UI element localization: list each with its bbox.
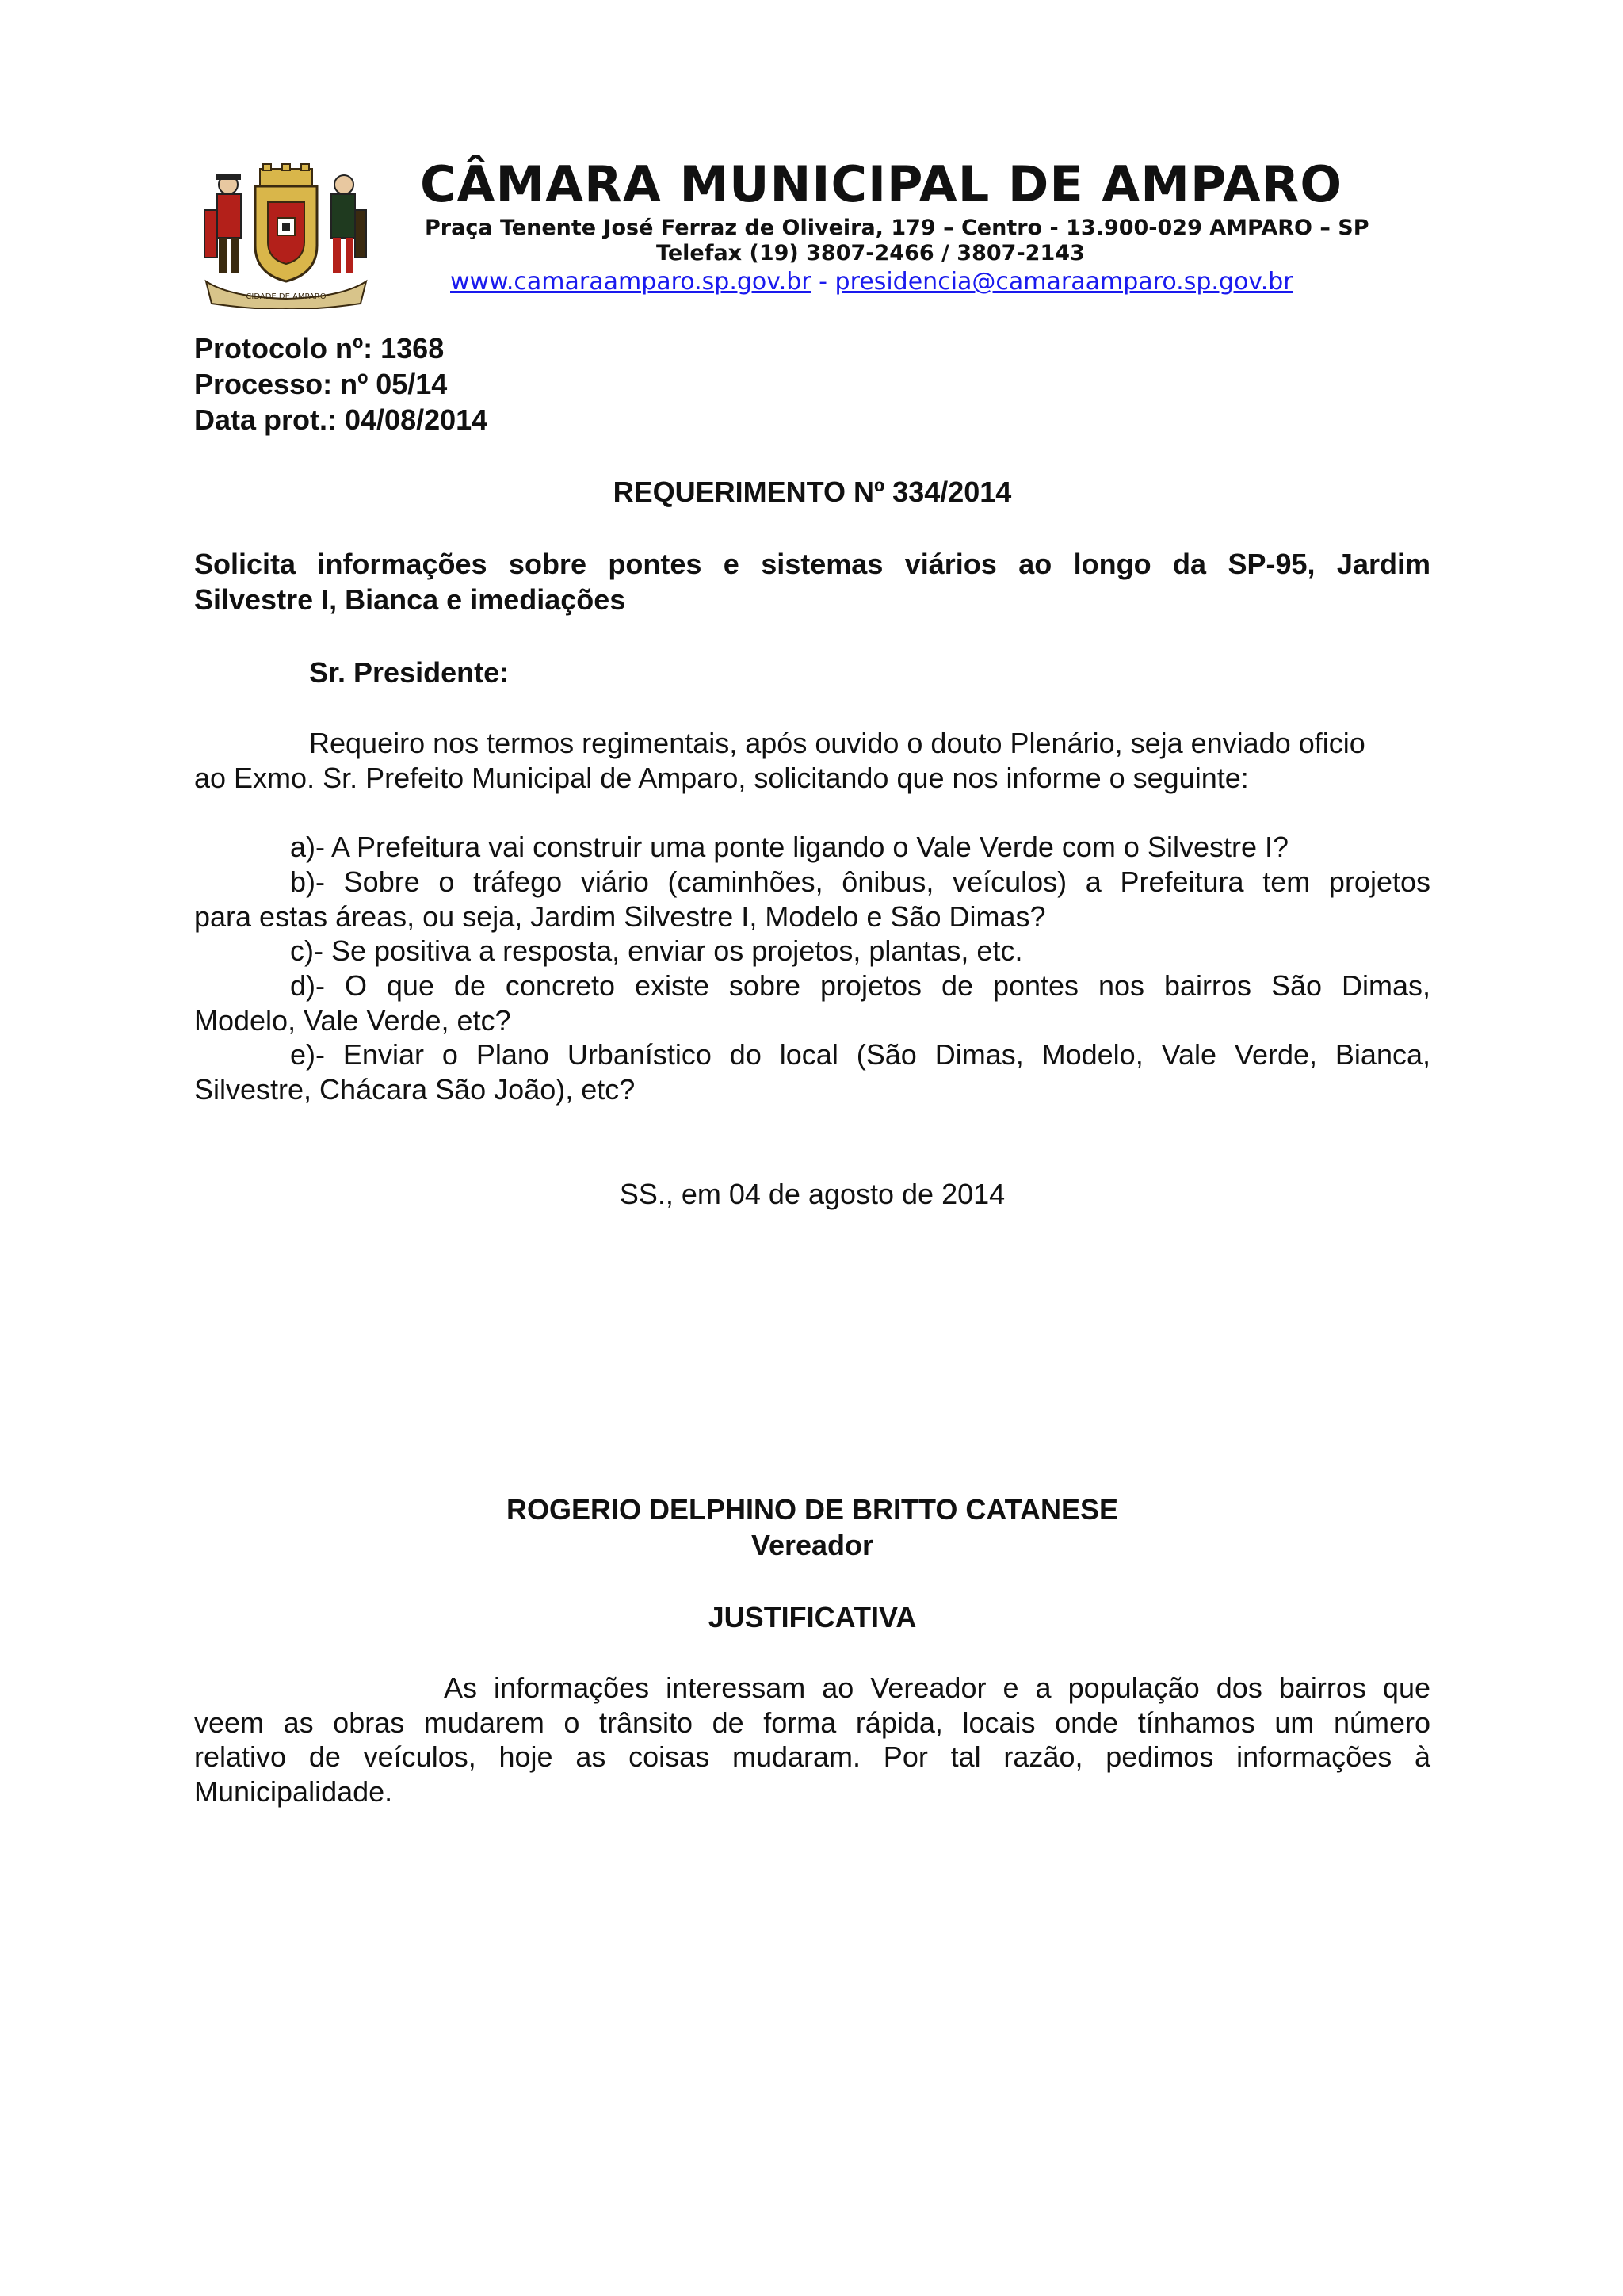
salutation: Sr. Presidente: xyxy=(309,656,510,689)
signatory-name: ROGERIO DELPHINO DE BRITTO CATANESE xyxy=(506,1493,1119,1526)
item-d-line-1: d)- O que de concreto existe sobre projetos de pontes nos bairros São Dimas, xyxy=(290,969,1430,1002)
item-d-line-2: Modelo, Vale Verde, etc? xyxy=(194,1004,511,1037)
subject-line-2: Silvestre I, Bianca e imediações xyxy=(194,583,626,616)
justification-line-1: As informações interessam ao Vereador e a população dos bairros que xyxy=(444,1671,1430,1704)
email-link[interactable]: presidencia@camaraamparo.sp.gov.br xyxy=(834,268,1293,296)
justification-line-2: veem as obras mudarem o trânsito de forma rápida, locais onde tínhamos um número xyxy=(194,1706,1430,1739)
website-link[interactable]: www.camaraamparo.sp.gov.br xyxy=(450,268,812,296)
institution-title: CÂMARA MUNICIPAL DE AMPARO xyxy=(420,155,1343,213)
justification-line-4: Municipalidade. xyxy=(194,1775,393,1808)
document-title: REQUERIMENTO Nº 334/2014 xyxy=(613,476,1012,508)
intro-line-1: Requeiro nos termos regimentais, após ouvido o douto Plenário, seja enviado oficio xyxy=(309,727,1365,759)
link-separator: - xyxy=(819,268,827,296)
item-b-line-2: para estas áreas, ou seja, Jardim Silvestre I, Modelo e São Dimas? xyxy=(194,900,1046,933)
justification-line-3: relativo de veículos, hoje as coisas mudaram. Por tal razão, pedimos informações à xyxy=(194,1740,1430,1773)
institution-links xyxy=(450,268,1293,296)
date-line: SS., em 04 de agosto de 2014 xyxy=(619,1178,1006,1210)
institution-address: Praça Tenente José Ferraz de Oliveira, 179 – Centro - 13.900-029 AMPARO – SP xyxy=(425,216,1369,240)
item-a: a)- A Prefeitura vai construir uma ponte ligando o Vale Verde com o Silvestre I? xyxy=(290,831,1289,863)
intro-line-2: ao Exmo. Sr. Prefeito Municipal de Amparo, solicitando que nos informe o seguinte: xyxy=(194,762,1249,794)
justification-heading: JUSTIFICATIVA xyxy=(708,1601,917,1633)
protocol-date: Data prot.: 04/08/2014 xyxy=(194,403,488,436)
item-e-line-2: Silvestre, Chácara São João), etc? xyxy=(194,1073,636,1106)
item-c: c)- Se positiva a resposta, enviar os projetos, plantas, etc. xyxy=(290,934,1023,967)
process-number: Processo: nº 05/14 xyxy=(194,368,448,400)
item-b-line-1: b)- Sobre o tráfego viário (caminhões, ônibus, veículos) a Prefeitura tem projetos xyxy=(290,865,1430,898)
coat-of-arms-icon xyxy=(198,162,374,309)
protocol-number: Protocolo nº: 1368 xyxy=(194,332,445,365)
signatory-role: Vereador xyxy=(750,1529,874,1561)
item-e-line-1: e)- Enviar o Plano Urbanístico do local (São Dimas, Modelo, Vale Verde, Bianca, xyxy=(290,1038,1430,1071)
subject-line-1: Solicita informações sobre pontes e sistemas viários ao longo da SP-95, Jardim xyxy=(194,548,1430,580)
institution-phone: Telefax (19) 3807-2466 / 3807-2143 xyxy=(656,241,1085,266)
svg-text:CIDADE DE AMPARO: CIDADE DE AMPARO xyxy=(246,292,327,301)
